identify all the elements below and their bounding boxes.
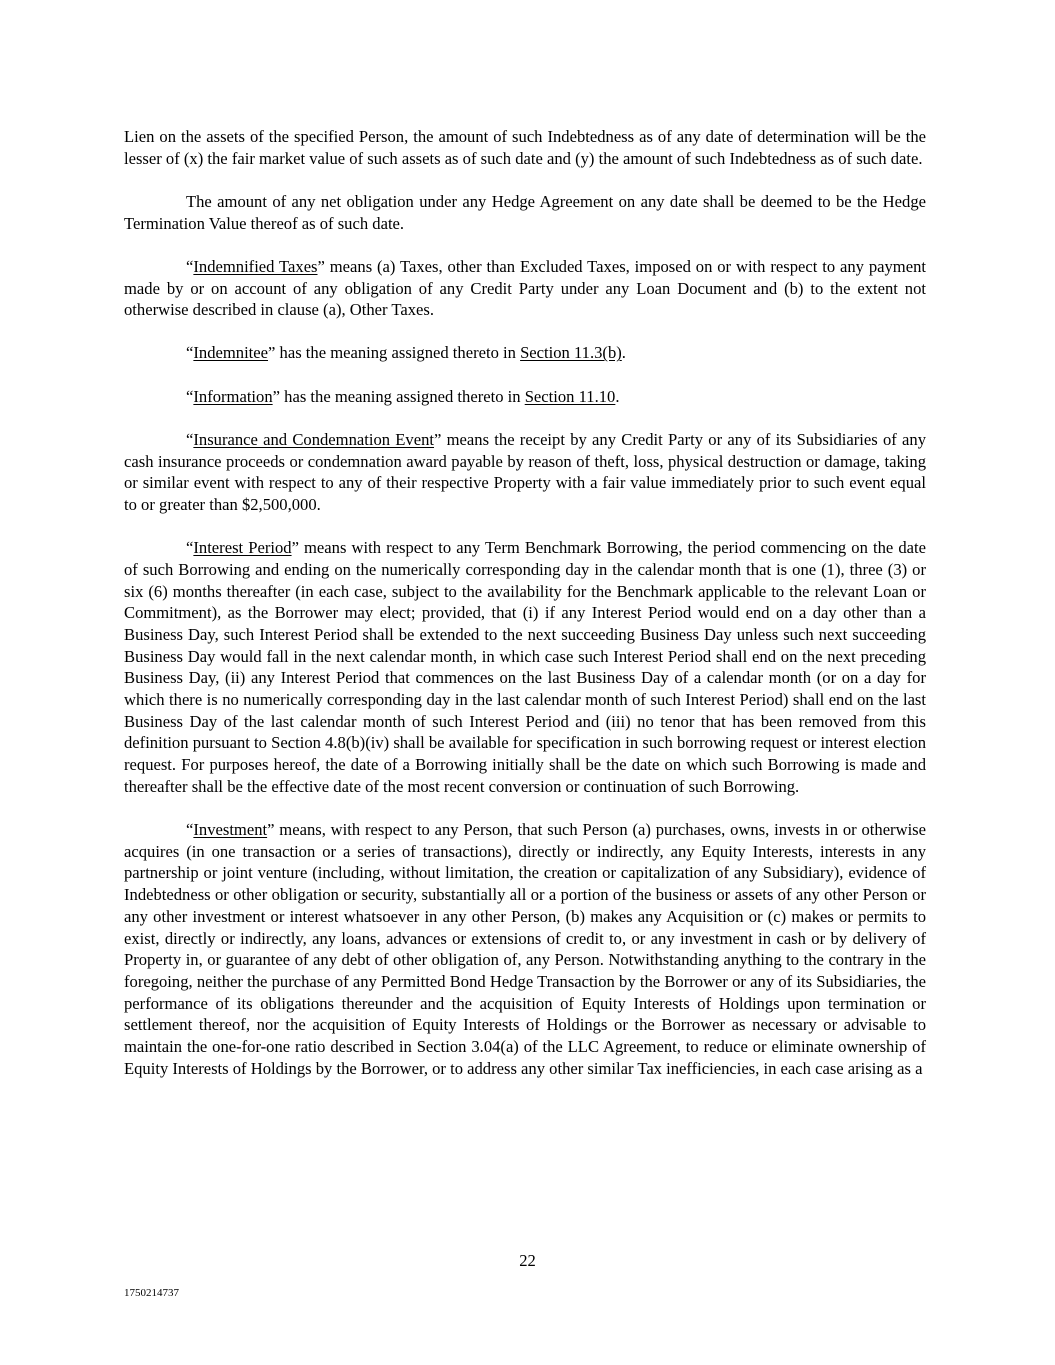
defined-term: Interest Period	[193, 538, 292, 558]
defined-term: Indemnified Taxes	[193, 256, 318, 276]
open-quote: “	[186, 386, 194, 406]
defined-term: Information	[193, 386, 273, 406]
definition-text: ” means with respect to any Term Benchmark Borrowing, the period commencing on the date of such Borrowing and ending on the numerically corresponding day in the calendar month that is one (1), three (3) or six (6) months thereafter (in each case, subject to the availability for the Benchmark applicable to the relevant Loan or Commitment), as the Borrower may elect; provided, that (i) if any Interest Period would end on a day other than a Business Day, such Interest Period shall be extended to the next succeeding Business Day unless such next succeeding Business Day would fall in the next calendar month, in which case such Interest Period shall end on the next preceding Business Day, (ii) any Interest Period that commences on the last Business Day of a calendar month (or on a day for which there is no numerically corresponding day in the last calendar month of such Interest Period) shall end on the last Business Day of the last calendar month of such Interest Period and (iii) no tenor that has been removed from this definition pursuant to Section 4.8(b)(iv) shall be available for specification in such borrowing request or interest election request. For purposes hereof, the date of a Borrowing initially shall be the date on which such Borrowing is made and thereafter shall be the effective date of the most recent conversion or continuation of such Borrowing.	[124, 538, 926, 796]
document-page	[124, 126, 926, 1101]
definition-indemnified-taxes	[124, 256, 926, 321]
document-id: 1750214737	[124, 1287, 179, 1299]
section-reference: Section 11.3(b)	[520, 343, 622, 363]
definition-insurance-condemnation-event	[124, 429, 926, 516]
defined-term: Investment	[193, 820, 268, 840]
period: .	[615, 386, 620, 406]
definition-text: ” has the meaning assigned thereto in	[272, 386, 525, 406]
open-quote: “	[186, 538, 194, 558]
open-quote: “	[186, 256, 194, 276]
definition-text: ” means, with respect to any Person, that such Person (a) purchases, owns, invests in or otherwise acquires (in one transaction or a series of transactions), directly or indirectly, any Equity Interests, interests in any partnership or joint venture (including, without limitation, the creation or capitalization of any Subsidiary), evidence of Indebtedness or other obligation or security, substantially all or a portion of the business or assets of any other Person or any other investment or interest whatsoever in any other Person, (b) makes any Acquisition or (c) makes or permits to exist, directly or indirectly, any loans, advances or extensions of credit to, or any investment in cash or by delivery of Property in, or guarantee of any debt of other obligation of, any Person. Notwithstanding anything to the contrary in the foregoing, neither the purchase of any Permitted Bond Hedge Transaction by the Borrower or any of its Subsidiaries, the performance of its obligations thereunder and the acquisition of Equity Interests of Holdings upon termination or settlement thereof, nor the acquisition of Equity Interests of Holdings or the Borrower as necessary or advisable to maintain the one-for-one ratio described in Section 3.04(a) of the LLC Agreement, to reduce or eliminate ownership of Equity Interests of Holdings by the Borrower, or to address any other similar Tax inefficiencies, in each case arising as a	[124, 820, 926, 1078]
definition-investment	[124, 819, 926, 1079]
definition-indemnitee	[124, 342, 926, 364]
paragraph-hedge-obligation	[124, 191, 926, 234]
page-number: 22	[519, 1251, 536, 1270]
section-reference: Section 11.10	[524, 386, 616, 406]
definition-interest-period	[124, 537, 926, 797]
definition-information	[124, 386, 926, 408]
paragraph-text: The amount of any net obligation under any Hedge Agreement on any date shall be deemed to be the Hedge Termination Value thereof as of such date.	[124, 191, 926, 233]
paragraph-text: Lien on the assets of the specified Person, the amount of such Indebtedness as of any date of determination will be the lesser of (x) the fair market value of such assets as of such date and (y) the amount of such Indebtedness as of such date.	[124, 127, 926, 168]
paragraph-lien-continuation	[124, 126, 926, 169]
defined-term: Insurance and Condemnation Event	[193, 429, 435, 449]
definition-text: ” has the meaning assigned thereto in	[268, 343, 521, 363]
defined-term: Indemnitee	[193, 343, 269, 363]
open-quote: “	[186, 343, 194, 363]
definition-text: ” means (a) Taxes, other than Excluded Taxes, imposed on or with respect to any payment made by or on account of any obligation of any Credit Party under any Loan Document and (b) to the extent not otherwise described in clause (a), Other Taxes.	[124, 256, 926, 320]
open-quote: “	[186, 429, 194, 449]
definition-text: ” means the receipt by any Credit Party or any of its Subsidiaries of any cash insurance proceeds or condemnation award payable by reason of theft, loss, physical destruction or damage, taking or similar event with respect to any of their respective Property with a fair value immediately prior to such event equal to or greater than $2,500,000.	[124, 429, 926, 514]
period: .	[621, 343, 626, 363]
open-quote: “	[186, 820, 194, 840]
